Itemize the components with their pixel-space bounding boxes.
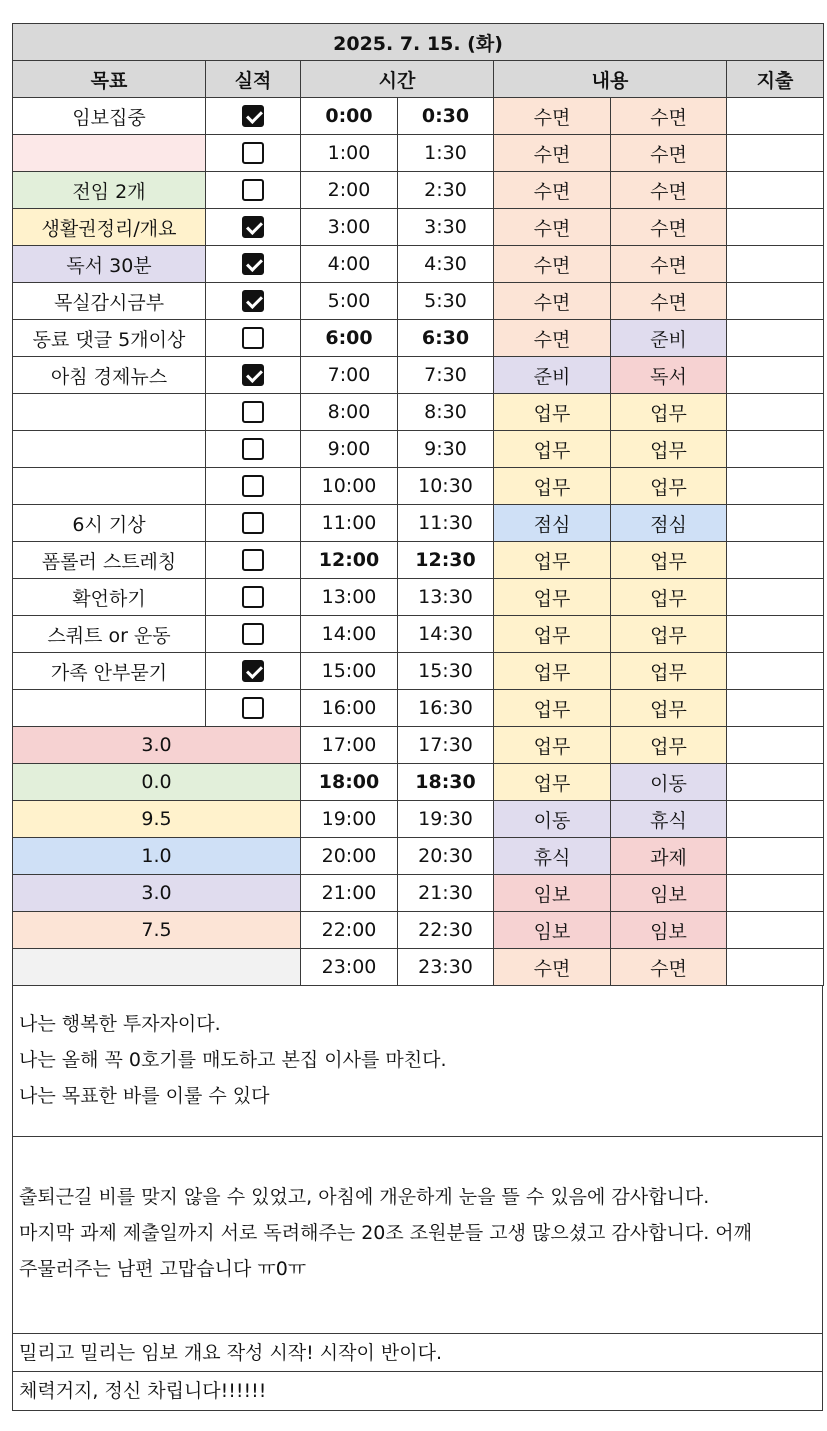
summary-row (13, 949, 824, 986)
expense-cell[interactable] (727, 135, 824, 172)
schedule-row (13, 357, 824, 394)
result-cell (206, 320, 301, 357)
time-half: 23:30 (398, 949, 494, 986)
checkbox-checked[interactable] (242, 216, 264, 238)
checkbox-unchecked[interactable] (242, 179, 264, 201)
header-content: 내용 (494, 61, 727, 98)
gratitude-line: 마지막 과제 제출일까지 서로 독려해주는 20조 조원분들 고생 많으셨고 감사합니다. 어깨 (19, 1222, 753, 1244)
expense-cell[interactable] (727, 838, 824, 875)
time-half: 13:30 (398, 579, 494, 616)
time-half: 9:30 (398, 431, 494, 468)
schedule-row (13, 283, 824, 320)
checkbox-checked[interactable] (242, 660, 264, 682)
checkbox-unchecked[interactable] (242, 512, 264, 534)
summary-value: 7.5 (13, 912, 301, 949)
content-cell[interactable]: 독서 (611, 357, 727, 394)
content-cell[interactable]: 업무 (494, 542, 611, 579)
summary-value: 3.0 (13, 727, 301, 764)
checkbox-checked[interactable] (242, 290, 264, 312)
summary-row (13, 764, 824, 801)
checkbox-unchecked[interactable] (242, 475, 264, 497)
schedule-row (13, 246, 824, 283)
result-cell (206, 653, 301, 690)
content-cell[interactable]: 점심 (494, 505, 611, 542)
goal-cell[interactable]: 전임 2개 (13, 172, 206, 209)
content-cell[interactable]: 수면 (611, 209, 727, 246)
content-cell[interactable]: 수면 (611, 246, 727, 283)
summary-row (13, 875, 824, 912)
checkbox-checked[interactable] (242, 364, 264, 386)
expense-cell[interactable] (727, 505, 824, 542)
header-time: 시간 (301, 61, 494, 98)
time-start: 9:00 (301, 431, 398, 468)
content-cell[interactable]: 업무 (494, 653, 611, 690)
expense-cell[interactable] (727, 172, 824, 209)
expense-cell[interactable] (727, 98, 824, 135)
time-half: 22:30 (398, 912, 494, 949)
result-cell (206, 246, 301, 283)
time-start: 0:00 (301, 98, 398, 135)
goal-cell[interactable]: 폼롤러 스트레칭 (13, 542, 206, 579)
content-cell[interactable]: 임보 (611, 912, 727, 949)
goal-cell[interactable]: 독서 30분 (13, 246, 206, 283)
checkbox-unchecked[interactable] (242, 586, 264, 608)
schedule-row (13, 616, 824, 653)
expense-cell[interactable] (727, 875, 824, 912)
time-start: 16:00 (301, 690, 398, 727)
result-cell (206, 98, 301, 135)
content-cell[interactable]: 임보 (611, 875, 727, 912)
time-half: 21:30 (398, 875, 494, 912)
goal-cell[interactable]: 6시 기상 (13, 505, 206, 542)
schedule-row (13, 468, 824, 505)
goal-cell[interactable]: 확언하기 (13, 579, 206, 616)
time-start: 2:00 (301, 172, 398, 209)
content-cell[interactable]: 수면 (494, 949, 611, 986)
time-half: 17:30 (398, 727, 494, 764)
time-start: 10:00 (301, 468, 398, 505)
time-half: 14:30 (398, 616, 494, 653)
expense-cell[interactable] (727, 764, 824, 801)
goal-cell[interactable] (13, 431, 206, 468)
time-half: 3:30 (398, 209, 494, 246)
schedule-row (13, 172, 824, 209)
time-half: 7:30 (398, 357, 494, 394)
time-start: 8:00 (301, 394, 398, 431)
goal-cell[interactable]: 생활권정리/개요 (13, 209, 206, 246)
content-cell[interactable]: 준비 (611, 320, 727, 357)
content-cell[interactable]: 업무 (611, 431, 727, 468)
goal-cell[interactable] (13, 135, 206, 172)
goal-cell[interactable]: 스쿼트 or 운동 (13, 616, 206, 653)
time-start: 5:00 (301, 283, 398, 320)
checkbox-unchecked[interactable] (242, 401, 264, 423)
content-cell[interactable]: 이동 (494, 801, 611, 838)
time-start: 17:00 (301, 727, 398, 764)
content-cell[interactable]: 업무 (611, 653, 727, 690)
time-start: 12:00 (301, 542, 398, 579)
summary-row (13, 838, 824, 875)
checkbox-checked[interactable] (242, 253, 264, 275)
content-cell[interactable]: 업무 (494, 468, 611, 505)
summary-row (13, 727, 824, 764)
time-start: 3:00 (301, 209, 398, 246)
expense-cell[interactable] (727, 653, 824, 690)
content-cell[interactable]: 업무 (611, 394, 727, 431)
checkbox-unchecked[interactable] (242, 697, 264, 719)
gratitude-block[interactable] (13, 1137, 822, 1334)
schedule-table (12, 23, 824, 986)
affirmation-line: 나는 목표한 바를 이룰 수 있다 (19, 1085, 270, 1107)
time-half: 0:30 (398, 98, 494, 135)
content-cell[interactable]: 수면 (611, 172, 727, 209)
expense-cell[interactable] (727, 394, 824, 431)
schedule-row (13, 135, 824, 172)
schedule-row (13, 653, 824, 690)
result-cell (206, 616, 301, 653)
time-start: 18:00 (301, 764, 398, 801)
goal-cell[interactable]: 가족 안부묻기 (13, 653, 206, 690)
content-cell[interactable]: 업무 (494, 616, 611, 653)
time-half: 16:30 (398, 690, 494, 727)
goal-cell[interactable] (13, 394, 206, 431)
expense-cell[interactable] (727, 727, 824, 764)
time-half: 12:30 (398, 542, 494, 579)
schedule-row (13, 394, 824, 431)
content-cell[interactable]: 업무 (611, 542, 727, 579)
affirmation-line: 나는 올해 꼭 0호기를 매도하고 본집 이사를 마친다. (19, 1049, 447, 1071)
time-half: 10:30 (398, 468, 494, 505)
content-cell[interactable]: 이동 (611, 764, 727, 801)
summary-value: 9.5 (13, 801, 301, 838)
notes-section (12, 986, 823, 1411)
expense-cell[interactable] (727, 320, 824, 357)
note-line-1[interactable]: 밀리고 밀리는 임보 개요 작성 시작! 시작이 반이다. (13, 1334, 822, 1372)
content-cell[interactable]: 수면 (611, 283, 727, 320)
gratitude-line: 주물러주는 남편 고맙습니다 ㅠ0ㅠ (19, 1258, 307, 1280)
expense-cell[interactable] (727, 357, 824, 394)
content-cell[interactable]: 과제 (611, 838, 727, 875)
time-start: 7:00 (301, 357, 398, 394)
summary-value: 0.0 (13, 764, 301, 801)
time-start: 21:00 (301, 875, 398, 912)
result-cell (206, 579, 301, 616)
time-half: 4:30 (398, 246, 494, 283)
time-half: 20:30 (398, 838, 494, 875)
date-title: 2025. 7. 15. (화) (13, 24, 824, 61)
expense-cell[interactable] (727, 246, 824, 283)
time-start: 23:00 (301, 949, 398, 986)
schedule-row (13, 209, 824, 246)
expense-cell[interactable] (727, 283, 824, 320)
time-start: 4:00 (301, 246, 398, 283)
content-cell[interactable]: 수면 (494, 98, 611, 135)
content-cell[interactable]: 수면 (611, 98, 727, 135)
content-cell[interactable]: 업무 (494, 394, 611, 431)
expense-cell[interactable] (727, 690, 824, 727)
result-cell (206, 690, 301, 727)
content-cell[interactable]: 휴식 (494, 838, 611, 875)
header-goal: 목표 (13, 61, 206, 98)
content-cell[interactable]: 업무 (494, 579, 611, 616)
content-cell[interactable]: 임보 (494, 875, 611, 912)
daily-planner-sheet (12, 23, 823, 1411)
goal-cell[interactable]: 동료 댓글 5개이상 (13, 320, 206, 357)
content-cell[interactable]: 업무 (494, 727, 611, 764)
expense-cell[interactable] (727, 209, 824, 246)
result-cell (206, 542, 301, 579)
checkbox-unchecked[interactable] (242, 438, 264, 460)
schedule-row (13, 690, 824, 727)
goal-cell[interactable]: 아침 경제뉴스 (13, 357, 206, 394)
time-half: 2:30 (398, 172, 494, 209)
checkbox-unchecked[interactable] (242, 327, 264, 349)
content-cell[interactable]: 업무 (494, 764, 611, 801)
checkbox-checked[interactable] (242, 105, 264, 127)
result-cell (206, 431, 301, 468)
affirmation-block[interactable] (13, 986, 822, 1137)
result-cell (206, 283, 301, 320)
time-half: 6:30 (398, 320, 494, 357)
time-half: 19:30 (398, 801, 494, 838)
content-cell[interactable]: 업무 (494, 431, 611, 468)
content-cell[interactable]: 수면 (494, 209, 611, 246)
content-cell[interactable]: 수면 (611, 949, 727, 986)
expense-cell[interactable] (727, 616, 824, 653)
result-cell (206, 209, 301, 246)
affirmation-line: 나는 행복한 투자자이다. (19, 1013, 221, 1035)
content-cell[interactable]: 업무 (611, 727, 727, 764)
content-cell[interactable]: 수면 (494, 283, 611, 320)
content-cell[interactable]: 수면 (494, 135, 611, 172)
content-cell[interactable]: 점심 (611, 505, 727, 542)
header-expense: 지출 (727, 61, 824, 98)
time-start: 6:00 (301, 320, 398, 357)
schedule-row (13, 98, 824, 135)
result-cell (206, 172, 301, 209)
expense-cell[interactable] (727, 949, 824, 986)
gratitude-line: 출퇴근길 비를 맞지 않을 수 있었고, 아침에 개운하게 눈을 뜰 수 있음에 감사합니다. (19, 1186, 710, 1208)
content-cell[interactable]: 수면 (494, 246, 611, 283)
goal-cell[interactable] (13, 690, 206, 727)
result-cell (206, 505, 301, 542)
expense-cell[interactable] (727, 912, 824, 949)
goal-cell[interactable]: 목실감시금부 (13, 283, 206, 320)
note-line-2[interactable]: 체력거지, 정신 차립니다!!!!!! (19, 1380, 267, 1402)
time-half: 1:30 (398, 135, 494, 172)
time-half: 11:30 (398, 505, 494, 542)
checkbox-unchecked[interactable] (242, 549, 264, 571)
summary-value: 3.0 (13, 875, 301, 912)
time-start: 19:00 (301, 801, 398, 838)
result-cell (206, 394, 301, 431)
time-half: 18:30 (398, 764, 494, 801)
summary-row (13, 912, 824, 949)
schedule-row (13, 505, 824, 542)
time-start: 11:00 (301, 505, 398, 542)
content-cell[interactable]: 업무 (611, 579, 727, 616)
content-cell[interactable]: 수면 (611, 135, 727, 172)
schedule-row (13, 320, 824, 357)
summary-row (13, 801, 824, 838)
header-result: 실적 (206, 61, 301, 98)
schedule-row (13, 579, 824, 616)
result-cell (206, 135, 301, 172)
time-half: 5:30 (398, 283, 494, 320)
time-start: 1:00 (301, 135, 398, 172)
schedule-row (13, 542, 824, 579)
content-cell[interactable]: 수면 (494, 172, 611, 209)
content-cell[interactable]: 수면 (494, 320, 611, 357)
content-cell[interactable]: 업무 (611, 468, 727, 505)
time-start: 22:00 (301, 912, 398, 949)
expense-cell[interactable] (727, 468, 824, 505)
checkbox-unchecked[interactable] (242, 142, 264, 164)
time-start: 15:00 (301, 653, 398, 690)
summary-value: 1.0 (13, 838, 301, 875)
summary-value (13, 949, 301, 986)
time-half: 8:30 (398, 394, 494, 431)
goal-cell[interactable]: 임보집중 (13, 98, 206, 135)
result-cell (206, 468, 301, 505)
expense-cell[interactable] (727, 579, 824, 616)
time-half: 15:30 (398, 653, 494, 690)
content-cell[interactable]: 업무 (611, 690, 727, 727)
time-start: 20:00 (301, 838, 398, 875)
content-cell[interactable]: 휴식 (611, 801, 727, 838)
content-cell[interactable]: 업무 (611, 616, 727, 653)
time-start: 14:00 (301, 616, 398, 653)
schedule-row (13, 431, 824, 468)
expense-cell[interactable] (727, 431, 824, 468)
goal-cell[interactable] (13, 468, 206, 505)
content-cell[interactable]: 임보 (494, 912, 611, 949)
content-cell[interactable]: 업무 (494, 690, 611, 727)
checkbox-unchecked[interactable] (242, 623, 264, 645)
expense-cell[interactable] (727, 801, 824, 838)
result-cell (206, 357, 301, 394)
content-cell[interactable]: 준비 (494, 357, 611, 394)
time-start: 13:00 (301, 579, 398, 616)
expense-cell[interactable] (727, 542, 824, 579)
